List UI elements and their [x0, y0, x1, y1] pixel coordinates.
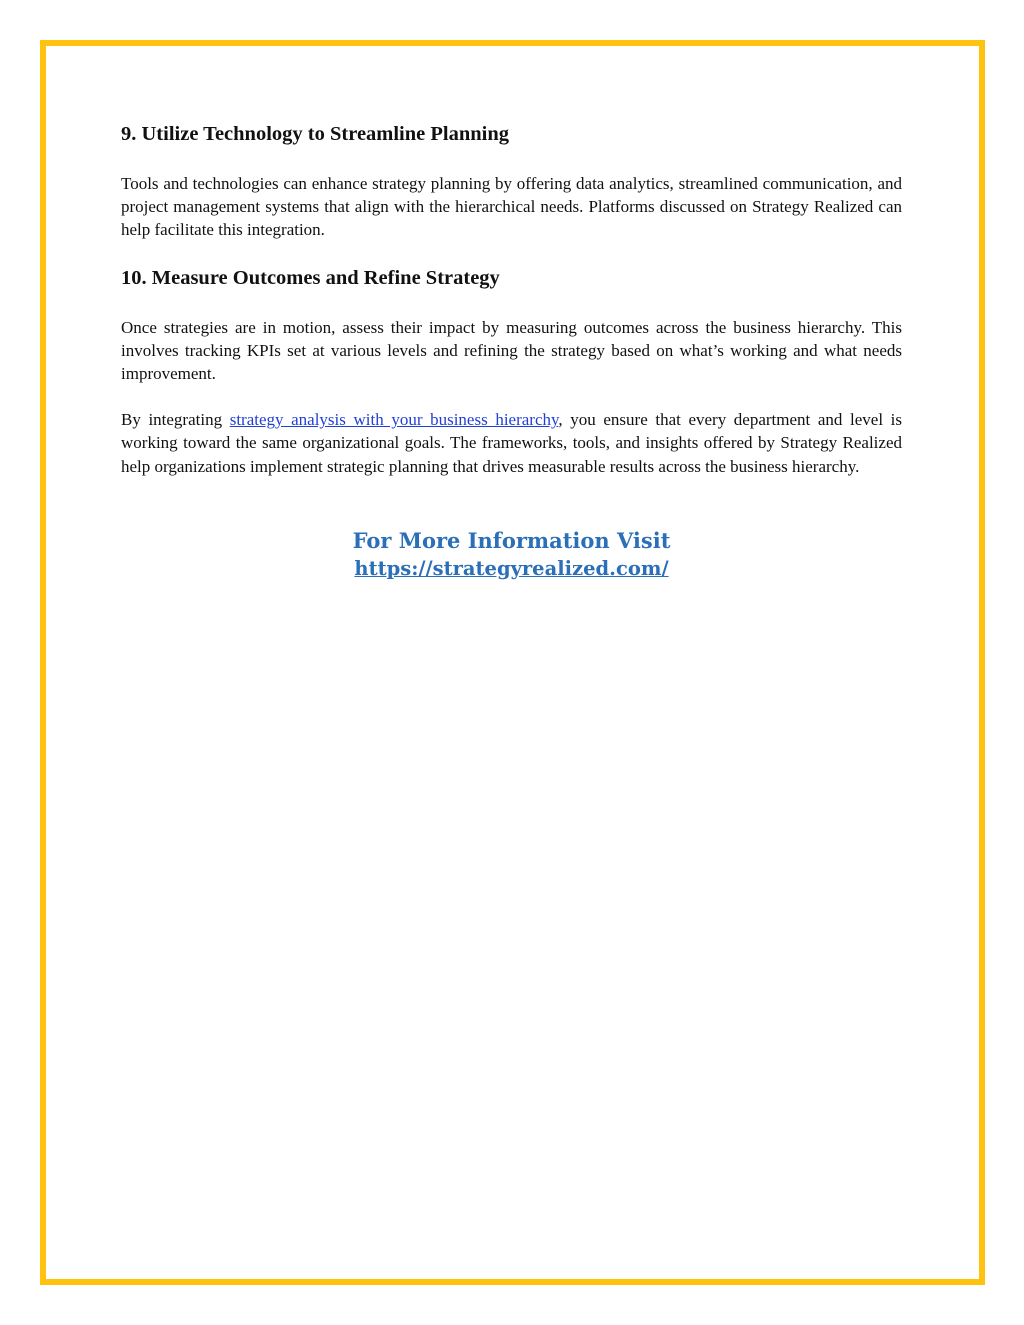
cta-title: For More Information Visit: [352, 527, 671, 553]
strategy-analysis-link[interactable]: strategy analysis with your business hierarchy: [229, 410, 559, 430]
section-heading-9: 9. Utilize Technology to Streamline Planning: [121, 123, 509, 145]
call-to-action: [121, 527, 902, 583]
section-heading-10: 10. Measure Outcomes and Refine Strategy: [121, 266, 500, 289]
section-body-10: Once strategies are in motion, assess their impact by measuring outcomes across the business hierarchy. This involves tracking KPIs set at various levels and refining the strategy based on what’s working and what needs improvement.: [121, 317, 902, 384]
closing-text-after-link: , you ensure that every department and level is working toward the same organizational goals. The frameworks, tools, and insights offered by Strategy Realized help organizations implement strategic planning that drives measurable results across the business hierarchy.: [121, 410, 903, 476]
closing-paragraph: [121, 408, 902, 478]
document-content: [121, 120, 902, 583]
website-link[interactable]: https://strategyrealized.com/: [354, 556, 669, 580]
closing-text-before-link: By integrating: [121, 410, 230, 430]
section-body-9: Tools and technologies can enhance strategy planning by offering data analytics, streamlined communication, and project management systems that align with the hierarchical needs. Platforms discussed on Strategy Realized can help facilitate this integration.: [121, 174, 902, 240]
